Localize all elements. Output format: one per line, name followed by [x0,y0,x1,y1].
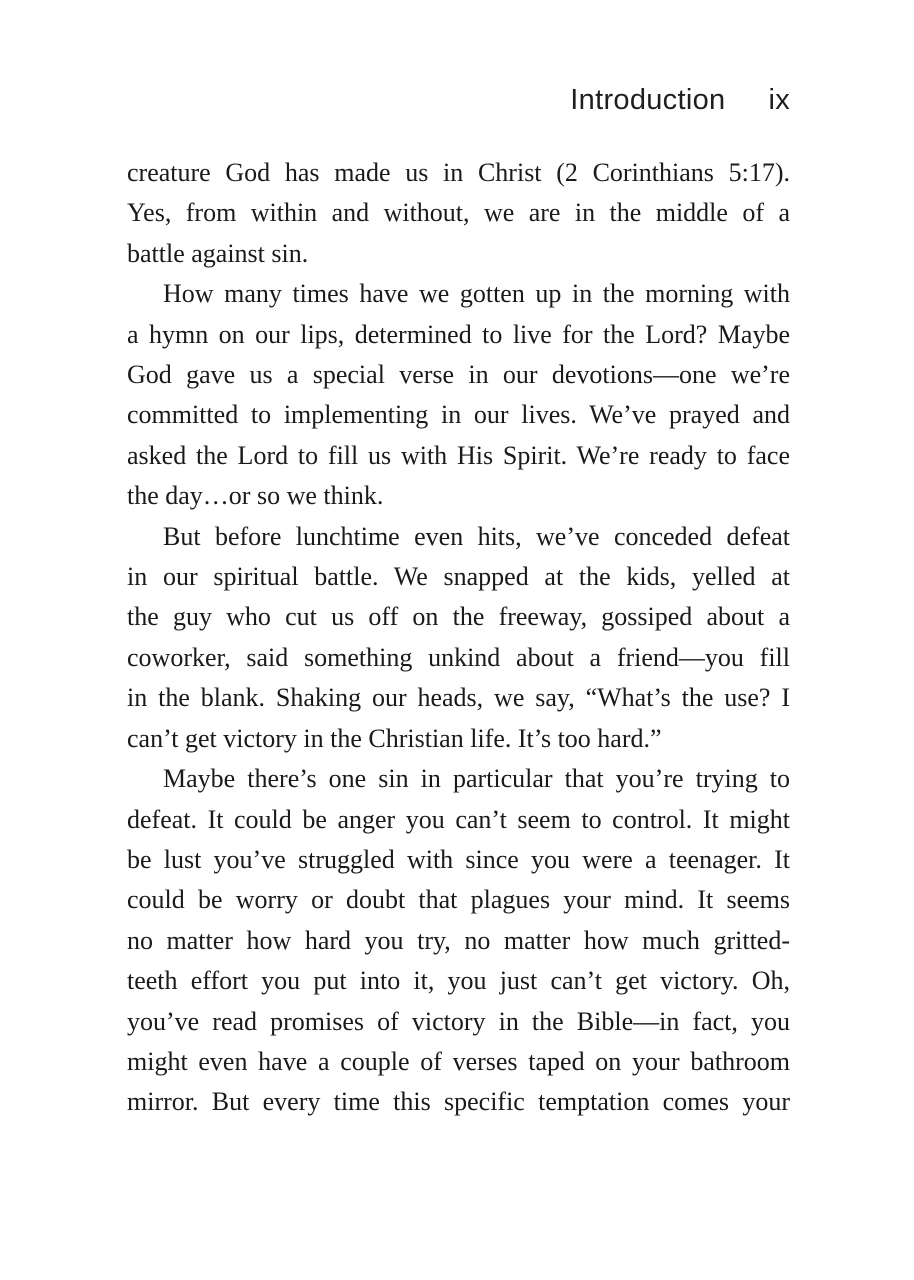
text-line: asked the Lord to fill us with His Spirit. We’re ready to face [127,440,790,470]
paragraph [127,517,790,759]
text-line: in our spiritual battle. We snapped at the kids, yelled at [127,562,790,592]
text-line: But before lunchtime even hits, we’ve conceded defeat [163,521,790,551]
page-number: ix [768,84,790,116]
text-line: mirror. But every time this specific temptation comes your [127,1087,790,1117]
text-line: Maybe there’s one sin in particular that you’re trying to [163,764,790,794]
text-line: be lust you’ve struggled with since you were a teenager. It [127,844,790,874]
text-line: battle against sin. [127,238,309,268]
text-line: can’t get victory in the Christian life. It’s too hard.” [127,723,662,753]
text-line: the guy who cut us off on the freeway, gossiped about a [127,602,790,632]
text-line: coworker, said something unkind about a friend—you fill [127,642,790,672]
running-header [127,84,790,117]
paragraph [127,759,790,1123]
text-line: you’ve read promises of victory in the Bible—in fact, you [127,1006,790,1036]
text-line: God gave us a special verse in our devotions—one we’re [127,360,790,390]
paragraph [127,153,790,274]
text-line: in the blank. Shaking our heads, we say, “What’s the use? I [127,683,790,713]
body-text [127,153,790,1123]
text-line: defeat. It could be anger you can’t seem to control. It might [127,804,790,834]
text-line: Yes, from within and without, we are in the middle of a [127,198,790,228]
text-line: no matter how hard you try, no matter how much gritted- [127,925,790,955]
text-line: committed to implementing in our lives. We’ve prayed and [127,400,790,430]
text-line: could be worry or doubt that plagues your mind. It seems [127,885,790,915]
text-line: teeth effort you put into it, you just can’t get victory. Oh, [127,966,790,996]
text-line: a hymn on our lips, determined to live for the Lord? Maybe [127,319,790,349]
text-line: the day…or so we think. [127,481,384,511]
chapter-title: Introduction [570,84,726,116]
text-line: might even have a couple of verses taped on your bathroom [127,1046,790,1076]
paragraph [127,274,790,516]
text-line: How many times have we gotten up in the morning with [163,279,790,309]
text-line: creature God has made us in Christ (2 Corinthians 5:17). [127,158,790,187]
